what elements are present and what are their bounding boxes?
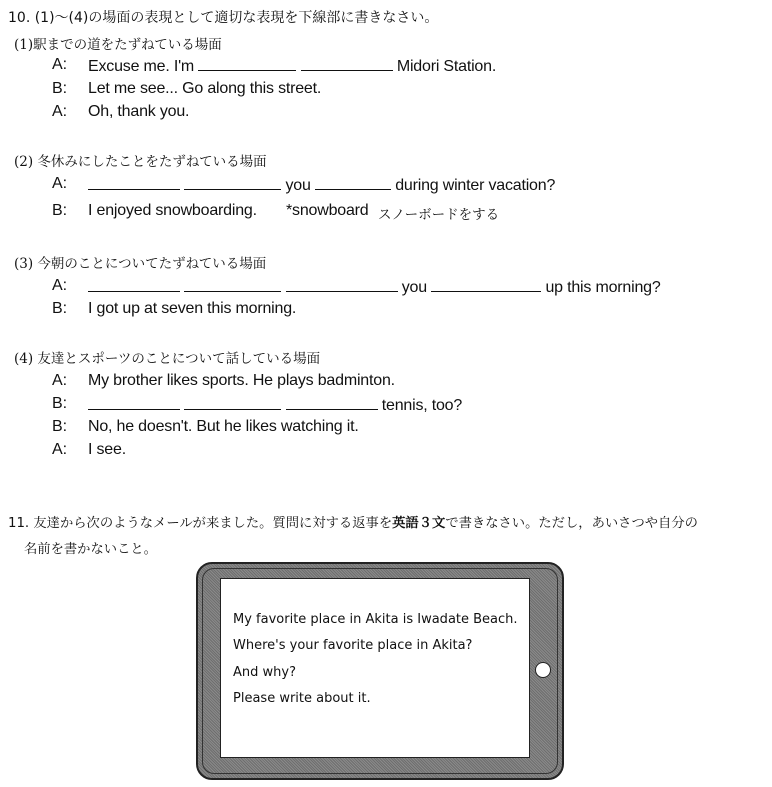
dialogue-text: Oh, thank you. <box>88 103 190 120</box>
answer-blank[interactable] <box>184 395 281 410</box>
dialogue-text: My brother likes sports. He plays badminton. <box>88 372 395 389</box>
dialogue-text: tennis, too? <box>381 397 463 414</box>
answer-blank[interactable] <box>431 277 541 292</box>
speaker-label: A: <box>52 175 68 192</box>
scene2-heading: (2) 冬休みにしたことをたずねている場面 <box>14 154 267 170</box>
q11-instruction-line1 <box>8 512 698 531</box>
dialogue-text: during winter vacation? <box>395 177 556 194</box>
footnote-meaning: スノーボードをする <box>378 207 500 223</box>
dialogue-text: Let me see... Go along this street. <box>88 80 322 97</box>
footnote-word: *snowboard <box>286 202 369 219</box>
scene1-heading: (1)駅までの道をたずねている場面 <box>14 37 222 53</box>
scene4-heading: (4) 友達とスポーツのことについて話している場面 <box>14 351 321 367</box>
dialogue-text: you <box>401 279 427 296</box>
dialogue-text: I enjoyed snowboarding. <box>88 202 257 219</box>
q11-text: で書きなさい。ただし，あいさつや自分の <box>445 516 698 531</box>
speaker-label: B: <box>52 395 68 412</box>
speaker-label: A: <box>52 103 68 120</box>
speaker-label: A: <box>52 441 68 458</box>
q11-emphasis: 英語３文 <box>392 516 446 531</box>
answer-blank[interactable] <box>184 175 281 190</box>
answer-blank[interactable] <box>88 395 180 410</box>
dialogue-line <box>88 175 555 195</box>
dialogue-text: up this morning? <box>545 279 661 296</box>
dialogue-line <box>88 56 496 76</box>
scene3-heading: (3) 今朝のことについてたずねている場面 <box>14 256 267 272</box>
tablet-illustration <box>196 562 564 780</box>
email-line: My favorite place in Akita is Iwadate Beach. <box>233 612 518 627</box>
dialogue-text: Midori Station. <box>396 58 497 75</box>
speaker-label: B: <box>52 300 68 317</box>
speaker-label: B: <box>52 202 68 219</box>
answer-blank[interactable] <box>301 56 393 71</box>
q11-text: 11. 友達から次のようなメールが来ました。質問に対する返事を <box>8 516 393 531</box>
dialogue-line <box>88 395 462 415</box>
speaker-label: A: <box>52 372 68 389</box>
dialogue-text: you <box>285 177 311 194</box>
answer-blank[interactable] <box>184 277 281 292</box>
dialogue-text: I got up at seven this morning. <box>88 300 297 317</box>
home-button-icon <box>535 662 551 678</box>
email-line: And why? <box>233 665 296 680</box>
q10-title: 10. (1)～(4)の場面の表現として適切な表現を下線部に書きなさい。 <box>8 10 439 26</box>
email-line: Please write about it. <box>233 691 371 706</box>
answer-blank[interactable] <box>88 277 180 292</box>
dialogue-text: I see. <box>88 441 126 458</box>
answer-blank[interactable] <box>286 277 398 292</box>
answer-blank[interactable] <box>315 175 391 190</box>
dialogue-text: No, he doesn't. But he likes watching it. <box>88 418 359 435</box>
answer-blank[interactable] <box>198 56 296 71</box>
email-line: Where's your favorite place in Akita? <box>233 638 473 653</box>
tablet-screen <box>220 578 530 758</box>
answer-blank[interactable] <box>88 175 180 190</box>
speaker-label: A: <box>52 277 68 294</box>
answer-blank[interactable] <box>286 395 378 410</box>
speaker-label: B: <box>52 80 68 97</box>
speaker-label: A: <box>52 56 68 73</box>
speaker-label: B: <box>52 418 68 435</box>
q11-instruction-line2: 名前を書かないこと。 <box>24 542 157 557</box>
dialogue-text: Excuse me. I'm <box>88 58 195 75</box>
dialogue-line <box>88 277 661 297</box>
